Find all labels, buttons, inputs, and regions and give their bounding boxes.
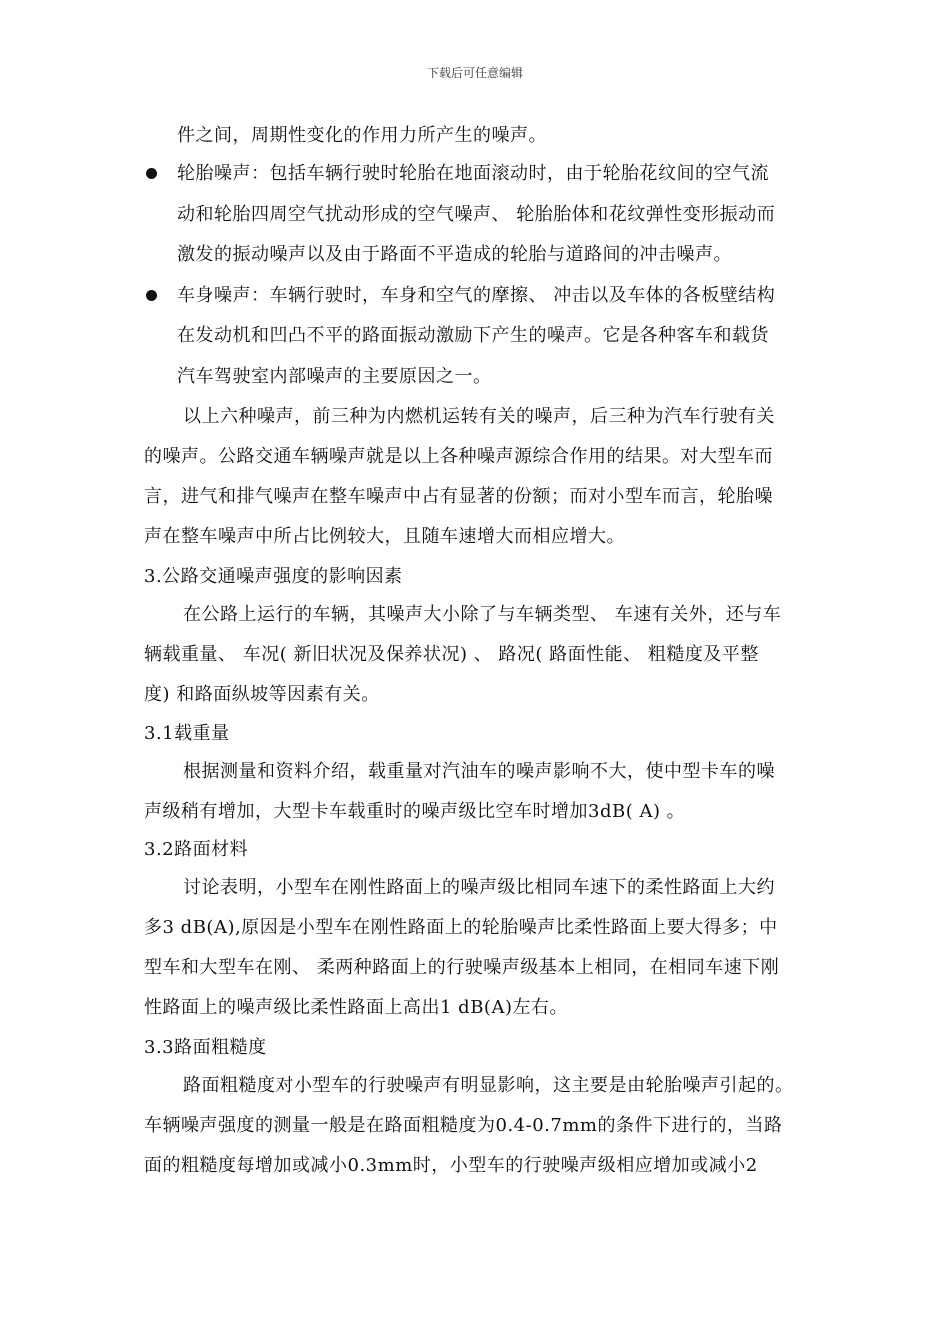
paragraph-line: 讨论表明，小型车在刚性路面上的噪声级比相同车速下的柔性路面上大约	[183, 877, 775, 898]
paragraph-line: 型车和大型车在刚、 柔两种路面上的行驶噪声级基本上相同，在相同车速下刚	[144, 957, 780, 978]
paragraph-line: 面的粗糙度每增加或减小0.3mm时，小型车的行驶噪声级相应增加或减小2	[144, 1155, 758, 1176]
paragraph-line: 度) 和路面纵坡等因素有关。	[144, 684, 380, 705]
paragraph-line: 言，进气和排气噪声在整车噪声中占有显著的份额；而对小型车而言，轮胎噪	[144, 486, 773, 507]
section-heading-3: 3.公路交通噪声强度的影响因素	[144, 566, 403, 587]
bullet-item-tire-noise: 轮胎噪声：包括车辆行驶时轮胎在地面滚动时，由于轮胎花纹间的空气流	[177, 163, 769, 184]
paragraph-line: 根据测量和资料介绍，载重量对汽油车的噪声影响不大，使中型卡车的噪	[183, 761, 775, 782]
text-line: 激发的振动噪声以及由于路面不平造成的轮胎与道路间的冲击噪声。	[177, 244, 732, 265]
bullet-icon	[146, 290, 157, 301]
paragraph-line: 车辆噪声强度的测量一般是在路面粗糙度为0.4-0.7mm的条件下进行的，当路	[144, 1115, 783, 1136]
text-line: 汽车驾驶室内部噪声的主要原因之一。	[177, 366, 492, 387]
section-heading-3-3: 3.3路面粗糙度	[144, 1037, 267, 1058]
text-line: 动和轮胎四周空气扰动形成的空气噪声、 轮胎胎体和花纹弹性变形振动而	[177, 204, 776, 225]
text-line: 在发动机和凹凸不平的路面振动激励下产生的噪声。它是各种客车和载货	[177, 325, 769, 346]
text-line: 件之间，周期性变化的作用力所产生的噪声。	[177, 125, 547, 146]
paragraph-line: 多3 dB(A),原因是小型车在刚性路面上的轮胎噪声比柔性路面上要大得多；中	[144, 917, 778, 938]
section-heading-3-2: 3.2路面材料	[144, 839, 249, 860]
paragraph-line: 以上六种噪声，前三种为内燃机运转有关的噪声，后三种为汽车行驶有关	[183, 406, 775, 427]
bullet-icon	[146, 168, 157, 179]
paragraph-line: 声级稍有增加，大型卡车载重时的噪声级比空车时增加3dB( A) 。	[144, 801, 686, 822]
page-header: 下载后可任意编辑	[426, 66, 523, 80]
paragraph-line: 声在整车噪声中所占比例较大，且随车速增大而相应增大。	[144, 526, 625, 547]
bullet-item-body-noise: 车身噪声：车辆行驶时，车身和空气的摩擦、 冲击以及车体的各板壁结构	[177, 285, 776, 306]
section-heading-3-1: 3.1载重量	[144, 723, 230, 744]
paragraph-line: 辆载重量、 车况( 新旧状况及保养状况) 、 路况( 路面性能、 粗糙度及平整	[144, 644, 759, 665]
paragraph-line: 路面粗糙度对小型车的行驶噪声有明显影响，这主要是由轮胎噪声引起的。	[183, 1075, 794, 1096]
paragraph-line: 性路面上的噪声级比柔性路面上高出1 dB(A)左右。	[144, 997, 568, 1018]
paragraph-line: 在公路上运行的车辆，其噪声大小除了与车辆类型、 车速有关外，还与车	[183, 604, 782, 625]
paragraph-line: 的噪声。公路交通车辆噪声就是以上各种噪声源综合作用的结果。对大型车而	[144, 446, 773, 467]
